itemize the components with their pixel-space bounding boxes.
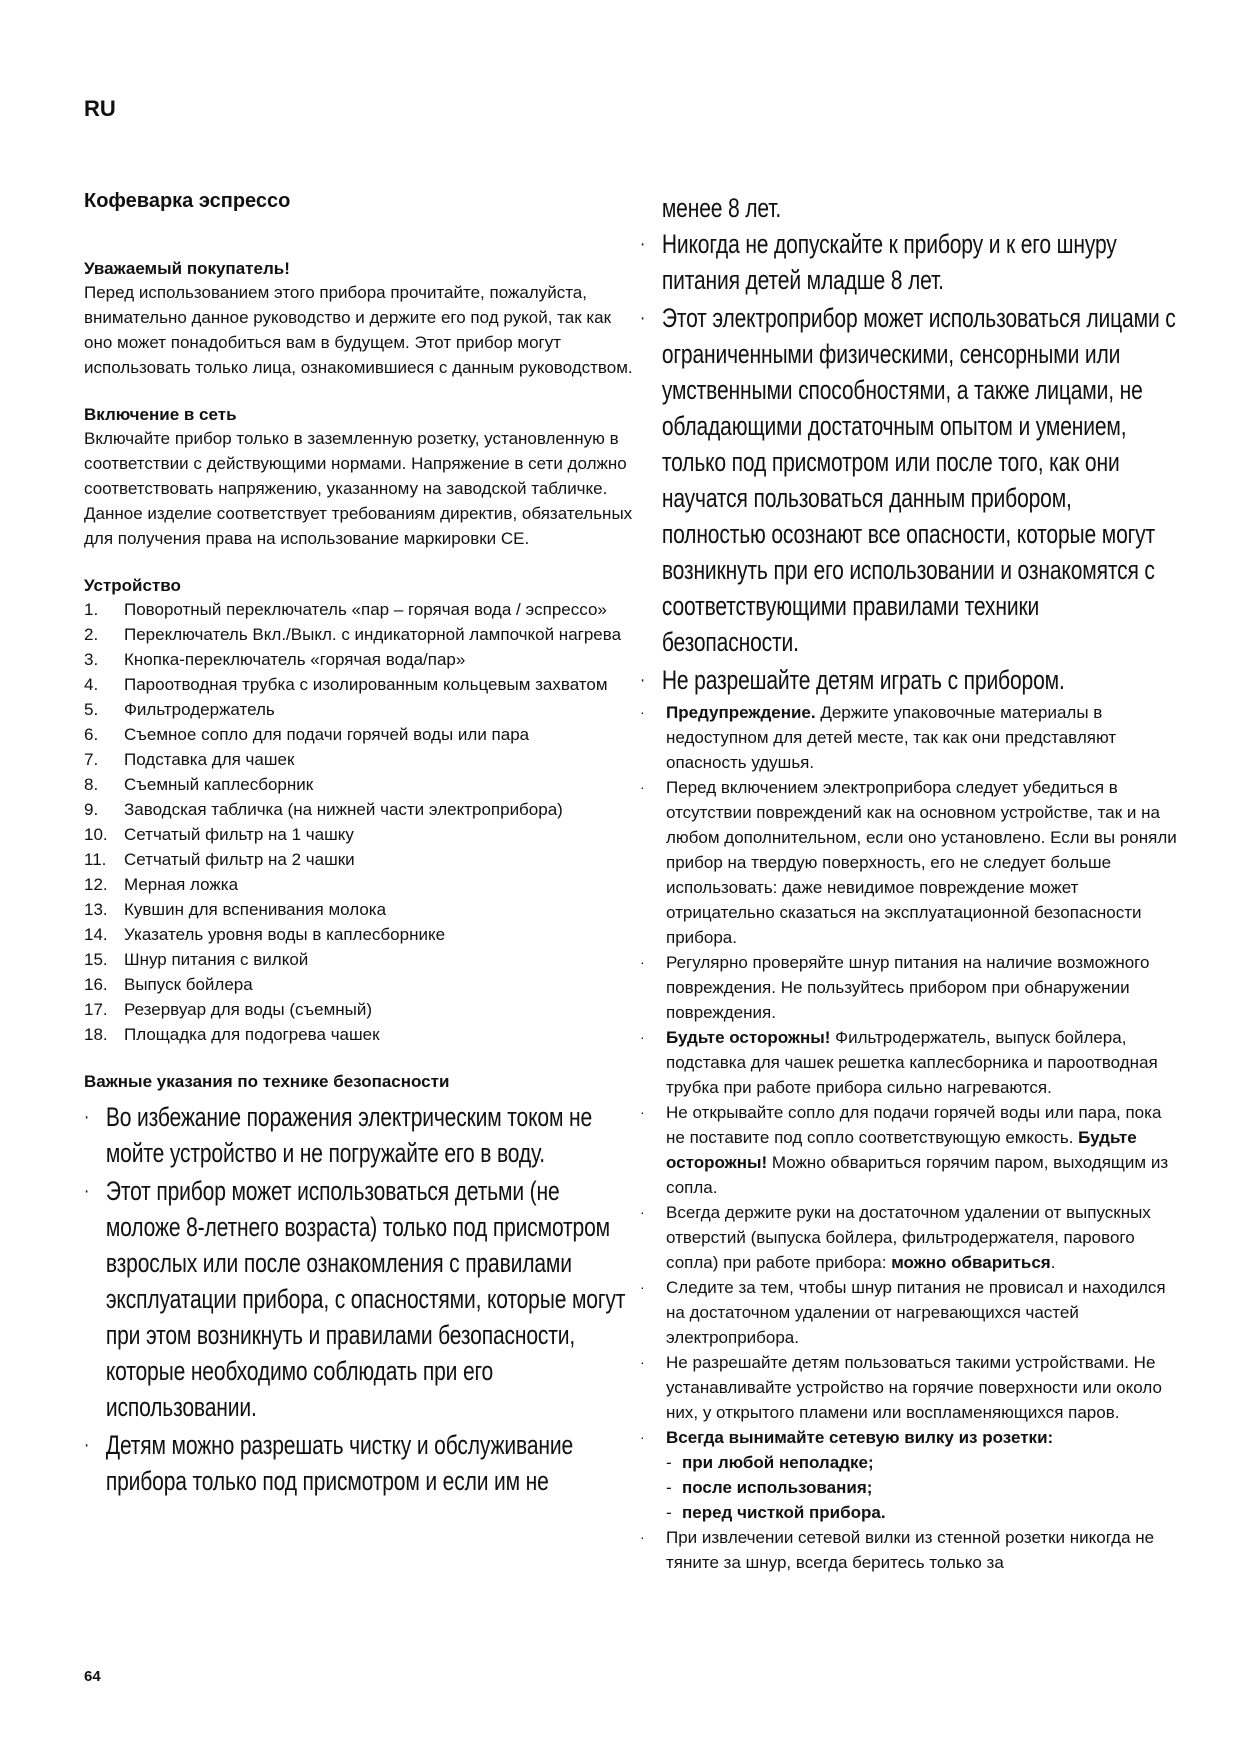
list-item-number: 17. — [84, 1000, 108, 1019]
list-item: · Всегда вынимайте сетевую вилку из розетки: — [640, 1428, 1054, 1447]
list-item-text: Указатель уровня воды в каплесборнике — [124, 925, 446, 944]
connection-text: Включайте прибор только в заземленную розетку, установленную в соответствии с действующими нормами. Напряжение в сети должно соответствовать напряжению, указанному на заводской табличке. — [84, 429, 627, 498]
list-item-text: Съемный каплесборник — [124, 775, 314, 794]
list-item: - после использования; — [666, 1478, 873, 1497]
list-item-text: Пароотводная трубка с изолированным кольцевым захватом — [124, 675, 608, 694]
list-item-number: 2. — [84, 625, 99, 644]
list-item-text: Фильтродержатель — [124, 700, 275, 719]
device-parts-list — [84, 597, 636, 1047]
list-item-number: 3. — [84, 650, 99, 669]
list-item — [84, 872, 636, 897]
safety-heading: Важные указания по технике безопасности — [84, 1072, 450, 1091]
list-item: · Следите за тем, чтобы шнур питания не провисал и находился на достаточном удалении от нагревающихся частей электроприбора. — [640, 1278, 1166, 1347]
list-item-text: Шнур питания с вилкой — [124, 950, 309, 969]
left-column — [84, 188, 636, 1523]
list-item-text: Съемное сопло для подачи горячей воды или пара — [124, 725, 530, 744]
list-item-number: 11. — [84, 850, 107, 869]
list-item-number: 16. — [84, 975, 108, 994]
safety-bullets — [84, 1099, 635, 1499]
list-item: · Этот прибор может использоваться детьми (не моложе 8-летнего возраста) только под присмотром взрослых или после ознакомления с правилами эксплуатации прибора, с опасностями, которые могут при этом возникнуть и правилами безопасности, которые необходимо соблюдать при его использовании. — [84, 1176, 626, 1422]
list-item: · Будьте осторожны! Фильтродержатель, выпуск бойлера, подставка для чашек решетка каплесборника и пароотводная трубка при работе прибора сильно нагреваются. — [640, 1028, 1158, 1097]
list-item: · Регулярно проверяйте шнур питания на наличие возможного повреждения. Не пользуйтесь прибором при обнаружении повреждения. — [640, 953, 1150, 1022]
dear-customer-heading: Уважаемый покупатель! — [84, 259, 290, 278]
safety-bullets-continued — [640, 190, 1179, 698]
list-item: · Никогда не допускайте к прибору и к его шнуру питания детей младше 8 лет. — [640, 229, 1117, 295]
list-item-number: 15. — [84, 950, 108, 969]
list-item: - при любой неполадке; — [666, 1453, 874, 1472]
list-item-text: Выпуск бойлера — [124, 975, 253, 994]
list-item — [84, 997, 636, 1022]
list-item-number: 8. — [84, 775, 99, 794]
list-item-text: Поворотный переключатель «пар – горячая вода / эспрессо» — [124, 600, 607, 619]
list-item: · Всегда держите руки на достаточном удалении от выпускных отверстий (выпуска бойлера, фильтродержателя, парового сопла) при работе прибора: можно обвариться. — [640, 1203, 1151, 1272]
list-item-text: Подставка для чашек — [124, 750, 295, 769]
list-item — [84, 647, 636, 672]
list-item — [84, 847, 636, 872]
list-item-number: 9. — [84, 800, 99, 819]
list-item: · Перед включением электроприбора следует убедиться в отсутствии повреждений как на основном устройстве, так и на любом дополнительном, если оно установлено. Если вы роняли прибор на твердую поверхность, его не следует больше использовать: даже невидимое повреждение может отрицательно сказаться на эксплуатационной безопасности прибора. — [640, 778, 1177, 947]
list-item-text: Кнопка-переключатель «горячая вода/пар» — [124, 650, 466, 669]
list-item-text: Резервуар для воды (съемный) — [124, 1000, 373, 1019]
list-item — [84, 722, 636, 747]
list-item-text: Заводская табличка (на нижней части электроприбора) — [124, 800, 563, 819]
list-item — [84, 947, 636, 972]
connection-section — [84, 404, 636, 551]
list-item-text: Кувшин для вспенивания молока — [124, 900, 387, 919]
list-item: - перед чисткой прибора. — [666, 1503, 886, 1522]
safety-section — [84, 1071, 636, 1499]
list-item — [84, 597, 636, 622]
page-title: Кофеварка эспрессо — [84, 190, 291, 212]
list-item-number: 6. — [84, 725, 99, 744]
list-item-text: Мерная ложка — [124, 875, 239, 894]
list-item — [84, 822, 636, 847]
list-item — [84, 897, 636, 922]
list-item-text: Сетчатый фильтр на 1 чашку — [124, 825, 354, 844]
right-column — [640, 190, 1180, 1575]
list-item — [84, 922, 636, 947]
list-item-number: 12. — [84, 875, 108, 894]
list-item — [84, 797, 636, 822]
list-item-number: 5. — [84, 700, 99, 719]
list-item-number: 14. — [84, 925, 108, 944]
list-item-number: 4. — [84, 675, 99, 694]
list-item: · Во избежание поражения электрическим током не мойте устройство и не погружайте его в воду. — [84, 1102, 593, 1168]
list-item: · При извлечении сетевой вилки из стенной розетки никогда не тяните за шнур, всегда беритесь только за — [640, 1528, 1155, 1572]
dear-customer-section — [84, 258, 636, 380]
dear-customer-text: Перед использованием этого прибора прочитайте, пожалуйста, внимательно данное руководство и держите его под рукой, так как оно может понадобиться вам в будущем. Этот прибор могут использовать только лица, ознакомившиеся с данным руководством. — [84, 283, 633, 377]
list-item-text: Сетчатый фильтр на 2 чашки — [124, 850, 355, 869]
list-item: · Не разрешайте детям играть с прибором. — [640, 665, 1065, 695]
list-item-text: Переключатель Вкл./Выкл. с индикаторной лампочкой нагрева — [124, 625, 622, 644]
ce-text: Данное изделие соответствует требованиям директив, обязательных для получения права на использование маркировки CE. — [84, 504, 633, 548]
list-item-number: 7. — [84, 750, 99, 769]
list-item — [84, 1022, 636, 1047]
list-item — [84, 972, 636, 997]
list-item-text: Площадка для подогрева чашек — [124, 1025, 380, 1044]
list-item — [84, 672, 636, 697]
list-item: · Не открывайте сопло для подачи горячей воды или пара, пока не поставите под сопло соответствующую емкость. Будьте осторожны! Можно обвариться горячим паром, выходящим из сопла. — [640, 1103, 1169, 1197]
page-number: 64 — [84, 1668, 101, 1685]
connection-heading: Включение в сеть — [84, 405, 237, 424]
list-item-number: 18. — [84, 1025, 108, 1044]
list-item-number: 1. — [84, 600, 99, 619]
device-heading: Устройство — [84, 576, 181, 595]
list-item-number: 10. — [84, 825, 108, 844]
list-item — [84, 697, 636, 722]
list-item — [84, 622, 636, 647]
list-item — [84, 747, 636, 772]
language-code: RU — [84, 96, 116, 121]
list-item: · Детям можно разрешать чистку и обслуживание прибора только под присмотром и если им не — [84, 1430, 574, 1496]
list-item-number: 13. — [84, 900, 108, 919]
continued-text: менее 8 лет. — [661, 193, 782, 223]
list-item: · Предупреждение. Держите упаковочные материалы в недоступном для детей месте, так как они представляют опасность удушья. — [640, 703, 1117, 772]
list-item — [84, 772, 636, 797]
list-item: · Этот электроприбор может использоваться лицами с ограниченными физическими, сенсорными или умственными способностями, а также лицами, не обладающими достаточным опытом и умением, только под присмотром или после того, как они научатся пользоваться данным прибором, полностью осознают все опасности, которые могут возникнуть при его использовании и ознакомятся с соответствующими правилами техники безопасности. — [640, 303, 1176, 657]
list-item: · Не разрешайте детям пользоваться такими устройствами. Не устанавливайте устройство на горячие поверхности или около них, у открытого пламени или воспламеняющихся паров. — [640, 1353, 1162, 1422]
device-section — [84, 575, 636, 1047]
